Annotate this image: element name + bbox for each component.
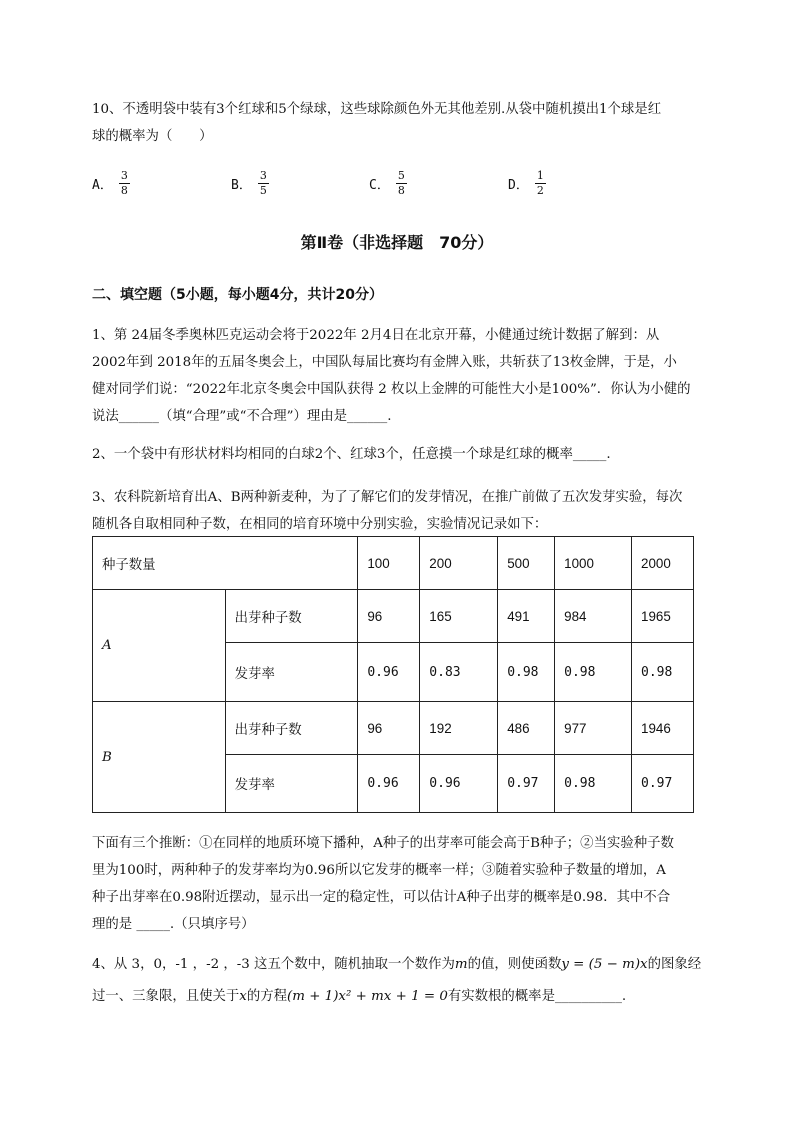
fill4-text: 的方程 (246, 989, 288, 1004)
table-cell: 0.98 (555, 755, 632, 813)
table-cell: 0.98 (632, 643, 694, 702)
fill1-line2: 2002年到 2018年的五届冬奥会上，中国队每届比赛均有金牌入账，共斩获了13枚金牌，于是，小 (92, 355, 677, 370)
table-header-row (93, 537, 694, 590)
option-label: D． (508, 178, 529, 193)
q10-option-b[interactable] (231, 170, 269, 197)
option-label: C． (369, 178, 390, 193)
option-fraction (396, 170, 407, 197)
table-header-cell: 1000 (555, 537, 632, 590)
fraction-numerator: 5 (397, 169, 405, 182)
fill3-after-line4: 理的是 _____.（只填序号） (92, 917, 255, 932)
var-m: m (454, 957, 468, 972)
fill2-line1: 2、一个袋中有形状材料均相同的白球2个、红球3个，任意摸一个球是红球的概率_____. (92, 447, 611, 462)
table-cell: 0.97 (632, 755, 694, 813)
fraction-denominator: 2 (536, 184, 544, 197)
table-header-cell: 200 (420, 537, 498, 590)
table-cell: 491 (498, 590, 555, 643)
fraction-numerator: 3 (259, 169, 267, 182)
table-cell: 0.83 (420, 643, 498, 702)
table-cell: 0.96 (358, 643, 420, 702)
table-cell: 0.96 (358, 755, 420, 813)
table-header-cell: 500 (498, 537, 555, 590)
germination-table (92, 536, 694, 813)
row-label: 发芽率 (225, 755, 358, 813)
var-x: x (239, 989, 247, 1004)
fill4-text: 的图象经 (647, 957, 702, 972)
table-cell: 486 (498, 702, 555, 755)
fraction-denominator: 8 (397, 184, 405, 197)
table-header-cell: 100 (358, 537, 420, 590)
fill3-line1: 3、农科院新培育出A、B两种新麦种，为了了解它们的发芽情况，在推广前做了五次发芽实验，每次 (92, 490, 683, 505)
q10-stem-line2: 球的概率为（ ） (92, 129, 213, 144)
group-name-b: B (93, 702, 226, 813)
fraction-denominator: 5 (259, 184, 267, 197)
section-heading: 二、填空题（5小题，每小题4分，共计20分） (92, 287, 383, 303)
row-label: 发芽率 (225, 643, 358, 702)
fill4-line2 (92, 983, 704, 1011)
table-cell: 1946 (632, 702, 694, 755)
q10-option-a[interactable] (92, 170, 130, 197)
fill3-after-line2: 里为100时，两种种子的发芽率均为0.96所以它发芽的概率一样；③随着实验种子数量的增加，A (92, 863, 666, 878)
table-cell: 192 (420, 702, 498, 755)
equation-expression: (m + 1)x² + mx + 1 = 0 (287, 989, 448, 1004)
fill1-line1: 1、第 24届冬季奥林匹克运动会将于2022年 2月4日在北京开幕，小健通过统计数据了解到：从 (92, 328, 660, 343)
table-cell: 984 (555, 590, 632, 643)
table-cell: 165 (420, 590, 498, 643)
function-expression: y = (5 − m)x (561, 957, 648, 972)
option-fraction (119, 170, 130, 197)
fraction-numerator: 1 (536, 169, 544, 182)
fill1-line3: 健对同学们说：“2022年北京冬奥会中国队获得 2 枚以上金牌的可能性大小是100%”．你认为小健的 (92, 382, 691, 397)
table-row (93, 702, 694, 755)
table-cell: 0.98 (498, 643, 555, 702)
group-name-a: A (93, 590, 226, 702)
fraction-numerator: 3 (120, 169, 128, 182)
row-label: 出芽种子数 (225, 590, 358, 643)
part2-title: 第Ⅱ卷（非选择题 70分） (300, 233, 494, 252)
fill3-after-line1: 下面有三个推断：①在同样的地质环境下播种，A种子的出芽率可能会高于B种子；②当实验种子数 (92, 836, 674, 851)
table-cell: 96 (358, 590, 420, 643)
q10-stem-line1: 10、不透明袋中装有3个红球和5个绿球，这些球除颜色外无其他差别.从袋中随机摸出1个球是红 (92, 102, 662, 117)
table-cell: 96 (358, 702, 420, 755)
fill4-text: 过一、三象限，且使关于 (92, 989, 240, 1004)
option-fraction (258, 170, 269, 197)
fill3-after-line3: 种子出芽率在0.98附近摆动，显示出一定的稳定性，可以估计A种子出芽的概率是0.98．其中不合 (92, 890, 671, 905)
option-label: B． (231, 178, 252, 193)
table-header-label: 种子数量 (93, 537, 358, 590)
table-cell: 0.96 (420, 755, 498, 813)
option-label: A． (92, 178, 113, 193)
fraction-denominator: 8 (120, 184, 128, 197)
q10-option-d[interactable] (508, 170, 546, 197)
fill4-line1 (92, 951, 704, 979)
table-header-cell: 2000 (632, 537, 694, 590)
table-row (93, 590, 694, 643)
q10-option-c[interactable] (369, 170, 407, 197)
table-cell: 1965 (632, 590, 694, 643)
table-cell: 0.97 (498, 755, 555, 813)
fill4-text: 4、从 3，0，-1 ，-2 ，-3 这五个数中，随机抽取一个数作为 (92, 957, 455, 972)
fill3-line2: 随机各自取相同种子数，在相同的培育环境中分别实验，实验情况记录如下： (92, 517, 548, 532)
fill1-line4: 说法______（填“合理”或“不合理”）理由是______. (92, 409, 392, 424)
fill4-text: 有实数根的概率是__________. (447, 989, 627, 1004)
table-cell: 0.98 (555, 643, 632, 702)
fill4-text: 的值，则使函数 (467, 957, 562, 972)
table-cell: 977 (555, 702, 632, 755)
option-fraction (535, 170, 546, 197)
row-label: 出芽种子数 (225, 702, 358, 755)
